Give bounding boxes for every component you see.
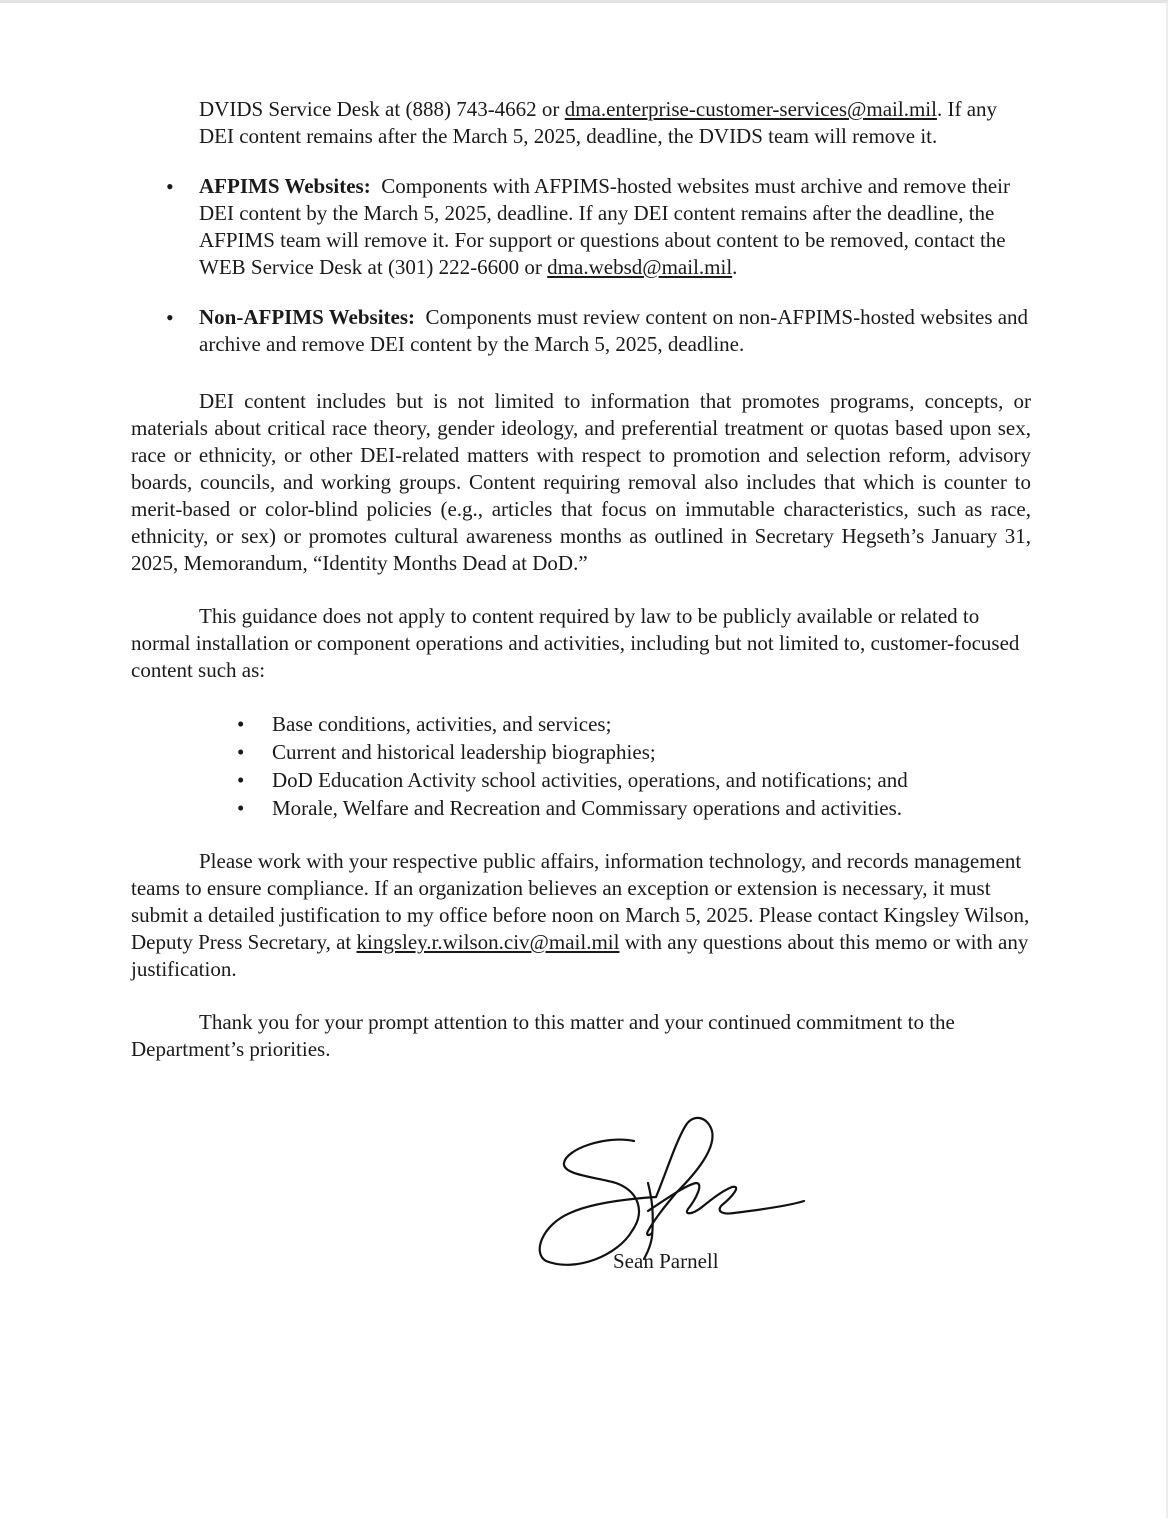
kingsley-email-link[interactable]: kingsley.r.wilson.civ@mail.mil bbox=[356, 930, 620, 954]
bullet-afpims bbox=[131, 173, 1031, 281]
compliance-text: Please work with your respective public affairs, information technology, and records management teams to ensure compliance. If an organization believes an exception or extension is necessary, it must submit a detailed justification to my office before noon on March 5, 2025. Please contact Kingsley Wilson, Deputy Press Secretary, at bbox=[131, 849, 1030, 954]
example-item: • Morale, Welfare and Recreation and Commissary operations and activities. bbox=[131, 794, 1031, 822]
compliance-paragraph bbox=[131, 848, 1031, 983]
example-item: • Base conditions, activities, and services; bbox=[131, 710, 1031, 738]
bullet-non-afpims-heading: Non-AFPIMS Websites: bbox=[199, 305, 416, 329]
guidance-paragraph: This guidance does not apply to content required by law to be publicly available or related to normal installation or component operations and activities, including but not limited to, customer-focused content such as: bbox=[131, 604, 1020, 682]
bullet-afpims-text: Components with AFPIMS-hosted websites must archive and remove their DEI content by the March 5, 2025, deadline. If any DEI content remains after the deadline, the AFPIMS team will remove it. For support or questions about content to be removed, contact the WEB Service Desk at (301) 222-6600 or bbox=[199, 174, 1010, 279]
bullet-non-afpims bbox=[131, 304, 1031, 358]
example-item: • Current and historical leadership biographies; bbox=[131, 738, 1031, 766]
signatory-name: Sean Parnell bbox=[613, 1249, 719, 1273]
dvids-continuation bbox=[131, 96, 1031, 150]
closing-paragraph: Thank you for your prompt attention to this matter and your continued commitment to the Department’s priorities. bbox=[131, 1010, 955, 1061]
memo-body bbox=[131, 96, 1031, 1063]
examples-list bbox=[131, 710, 1031, 822]
signature-block bbox=[536, 1113, 816, 1283]
dei-content-paragraph: DEI content includes but is not limited to information that promotes programs, concepts, or materials about critical race theory, gender ideology, and preferential treatment or quotas based upon sex, race or ethnicity, or other DEI-related matters with respect to promotion and selection reform, advisory boards, councils, and working groups. Content requiring removal also includes that which is counter to merit-based or color-blind policies (e.g., articles that focus on immutable characteristics, such as race, ethnicity, or sex) or promotes cultural awareness months as outlined in Secretary Hegseth’s January 31, 2025, Memorandum, “Identity Months Dead at DoD.” bbox=[131, 389, 1031, 575]
example-item: • DoD Education Activity school activities, operations, and notifications; and bbox=[131, 766, 1031, 794]
dvids-text: DVIDS Service Desk at (888) 743-4662 or bbox=[199, 97, 565, 121]
dvids-email-link[interactable]: dma.enterprise-customer-services@mail.mil bbox=[564, 97, 937, 121]
afpims-email-link[interactable]: dma.websd@mail.mil bbox=[547, 255, 733, 279]
website-bullets bbox=[131, 173, 1031, 358]
dvids-suffix: . If any DEI content remains after the March 5, 2025, deadline, the DVIDS team will remove it. bbox=[199, 97, 998, 148]
bullet-afpims-suffix: . bbox=[732, 255, 738, 279]
bullet-afpims-heading: AFPIMS Websites: bbox=[199, 174, 371, 198]
bullet-non-afpims-text: Components must review content on non-AFPIMS-hosted websites and archive and remove DEI content by the March 5, 2025, deadline. bbox=[199, 305, 1029, 356]
compliance-suffix: with any questions about this memo or with any justification. bbox=[131, 930, 1029, 981]
